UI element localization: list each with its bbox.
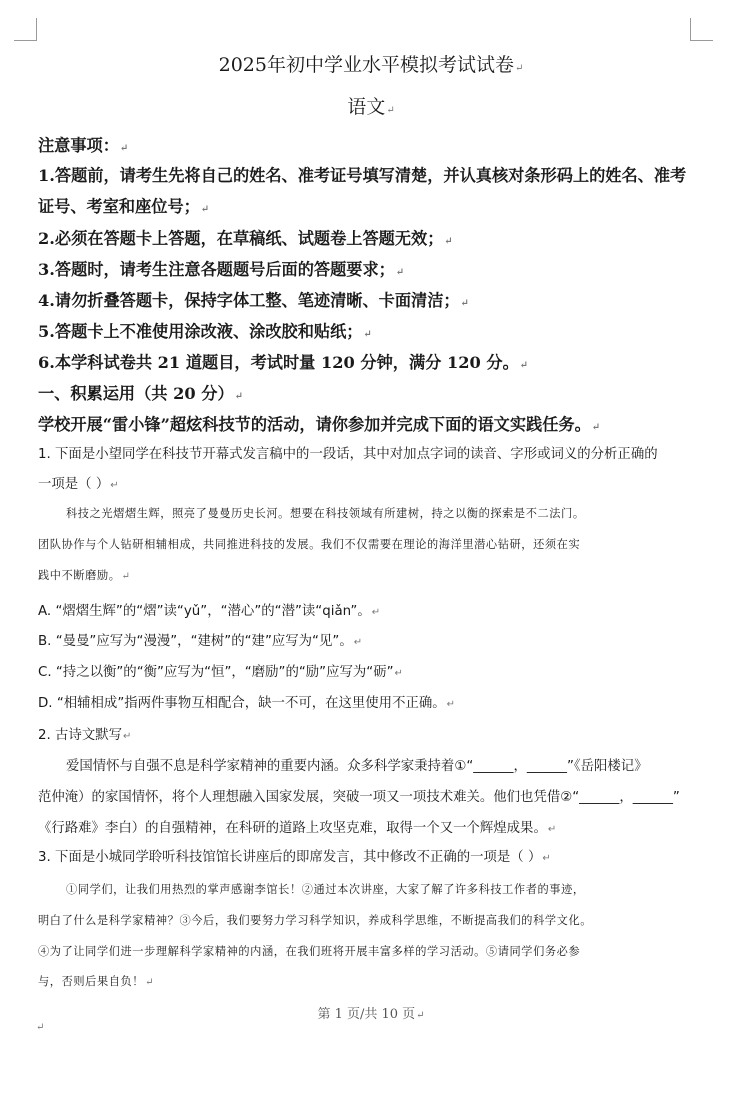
page-footer: 第 1 页/共 10 页↵ xyxy=(317,1007,425,1022)
notice-item: 6.本学科试卷共 21 道题目，考试时量 120 分钟，满分 120 分。↵ xyxy=(38,353,529,372)
question-1-passage: 践中不断磨励。↵ xyxy=(38,569,131,582)
notice-item: 证号、考室和座位号；↵ xyxy=(38,197,210,216)
notice-item: 2.必须在答题卡上答题，在草稿纸、试题卷上答题无效；↵ xyxy=(38,229,453,248)
notice-item: 4.请勿折叠答题卡，保持字体工整、笔迹清晰、卡面清洁；↵ xyxy=(38,291,469,310)
question-1-stem: 一项是（ ）↵ xyxy=(38,477,119,492)
option-d: D. “相辅相成”指两件事物互相配合，缺一不可，在这里使用不正确。↵ xyxy=(38,696,456,711)
question-2-stem: 2. 古诗文默写↵ xyxy=(38,728,132,743)
question-1-passage: 科技之光熠熠生辉，照亮了曼曼历史长河。想要在科技领域有所建树，持之以衡的探索是不二法门。 xyxy=(66,507,585,520)
crop-mark-top-right xyxy=(690,18,713,41)
paragraph-mark: ↵ xyxy=(36,1022,45,1033)
crop-mark-top-left xyxy=(14,18,37,41)
question-2-text: 《行路难》李白）的自强精神，在科研的道路上攻坚克难，取得一个又一个辉煌成果。↵ xyxy=(38,821,557,836)
question-3-passage: 与，否则后果自负！↵ xyxy=(38,975,155,988)
notice-heading: 注意事项：↵ xyxy=(38,136,129,155)
section-heading: 一、积累运用（共 20 分）↵ xyxy=(38,384,244,403)
notice-item: 5.答题卡上不准使用涂改液、涂改胶和贴纸；↵ xyxy=(38,322,372,341)
exam-title: 2025年初中学业水平模拟考试试卷↵ xyxy=(218,54,524,76)
question-1-stem: 1. 下面是小望同学在科技节开幕式发言稿中的一段话，其中对加点字词的读音、字形或词义的分析正确的 xyxy=(38,447,658,462)
section-intro: 学校开展“雷小锋”超炫科技节的活动，请你参加并完成下面的语文实践任务。↵ xyxy=(38,415,601,434)
option-c: C. “持之以衡”的“衡”应写为“恒”，“磨励”的“励”应写为“砺”↵ xyxy=(38,665,403,680)
question-3-passage: 明白了什么是科学家精神？③今后，我们要努力学习科学知识，养成科学思维，不断提高我们的科学文化。 xyxy=(38,914,593,927)
question-2-text: 爱国情怀与自强不息是科学家精神的重要内涵。众多科学家秉持着①“______，______”《岳阳楼记》 xyxy=(66,759,648,774)
question-2-text: 范仲淹）的家国情怀，将个人理想融入国家发展，突破一项又一项技术难关。他们也凭借②“______，______” xyxy=(38,790,680,805)
notice-item: 1.答题前，请考生先将自己的姓名、准考证号填写清楚，并认真核对条形码上的姓名、准考 xyxy=(38,166,687,185)
question-3-passage: ①同学们，让我们用热烈的掌声感谢李馆长！②通过本次讲座，大家了解了许多科技工作者的事迹， xyxy=(66,883,585,896)
question-3-passage: ④为了让同学们进一步理解科学家精神的内涵，在我们班将开展丰富多样的学习活动。⑤请同学们务必参 xyxy=(38,945,581,958)
option-b: B. “曼曼”应写为“漫漫”，“建树”的“建”应写为“见”。↵ xyxy=(38,634,363,649)
option-a: A. “熠熠生辉”的“熠”读“yǔ”，“潜心”的“潜”读“qiǎn”。↵ xyxy=(38,604,381,619)
notice-item: 3.答题时，请考生注意各题题号后面的答题要求；↵ xyxy=(38,260,405,279)
question-1-passage: 团队协作与个人钻研相辅相成，共同推进科技的发展。我们不仅需要在理论的海洋里潜心钻研，还须在实 xyxy=(38,538,581,551)
exam-subject: 语文↵ xyxy=(347,96,395,118)
question-3-stem: 3. 下面是小城同学聆听科技馆馆长讲座后的即席发言，其中修改不正确的一项是（ ）↵ xyxy=(38,850,551,865)
